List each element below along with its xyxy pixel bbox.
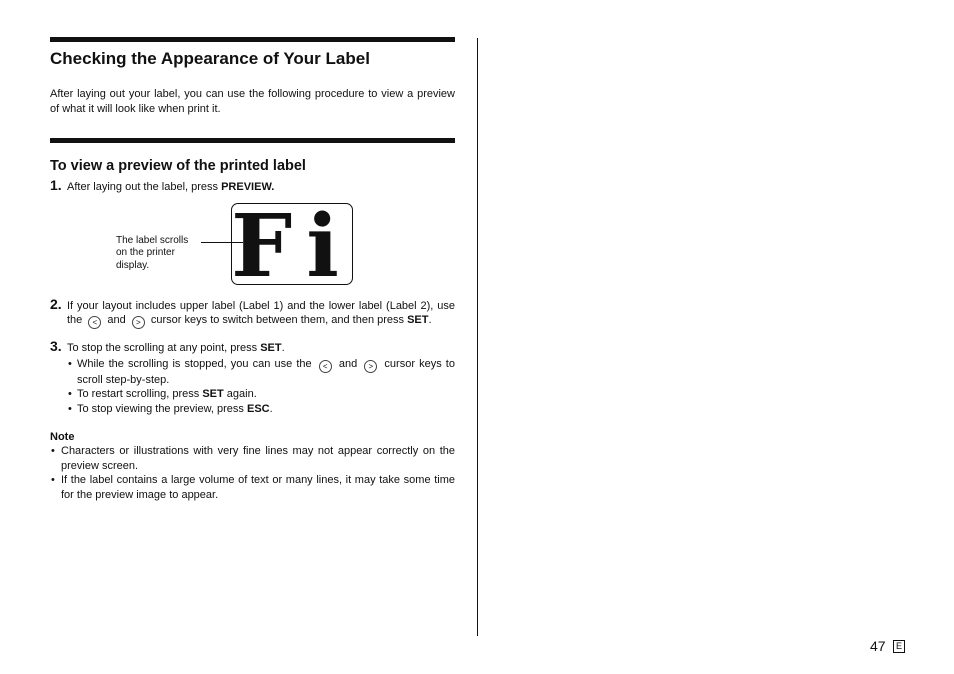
step-2 — [50, 295, 455, 330]
step-text: After laying out the label, press — [67, 181, 222, 193]
language-mark: E — [893, 640, 905, 653]
intro-paragraph: After laying out your label, you can use the following procedure to view a preview of what it will look like when print it. — [50, 88, 455, 115]
bullet-text: again. — [223, 388, 257, 400]
figure-callout: The label scrolls on the printer display. — [116, 234, 189, 271]
note-item: • Characters or illustrations with very fine lines may not appear correctly on the preview screen. — [50, 444, 455, 473]
step-3 — [50, 338, 455, 356]
note-title: Note — [50, 431, 75, 443]
step-text-part: . — [428, 314, 432, 326]
note-item: • If the label contains a large volume of text or many lines, it may take some time for the preview image to appear. — [50, 473, 455, 502]
step-1 — [50, 177, 455, 195]
display-pixel-font — [232, 204, 352, 284]
procedure-title: To view a preview of the printed label — [50, 158, 306, 174]
bullet-text: and — [338, 357, 358, 370]
bullet-text: . — [269, 402, 273, 415]
section-rule — [50, 37, 455, 42]
right-arrow-key-icon: > — [364, 360, 377, 373]
step-text: To stop the scrolling at any point, press — [67, 342, 261, 354]
set-key-label: SET — [202, 388, 224, 400]
step-number: 1. — [50, 177, 62, 193]
step-text-part: If your layout includes upper label (Label 1) and the lower label (Label 2), use the — [67, 299, 455, 326]
printer-display-icon — [231, 203, 353, 285]
procedure-rule — [50, 138, 455, 143]
page-number: 47 — [870, 638, 886, 654]
preview-figure — [50, 203, 455, 293]
step-text-part: . — [281, 342, 285, 354]
preview-key-label: PREVIEW. — [221, 181, 275, 193]
list-item — [50, 402, 455, 417]
list-item — [50, 387, 455, 402]
section-title: Checking the Appearance of Your Label — [50, 49, 370, 68]
set-key-label: SET — [407, 314, 429, 326]
left-arrow-key-icon: < — [319, 360, 332, 373]
list-item — [50, 357, 455, 388]
bullet-text: To stop viewing the preview, press — [77, 402, 247, 415]
esc-key-label: ESC — [246, 402, 270, 415]
column-divider — [477, 38, 478, 636]
bullet-text: To restart scrolling, press — [77, 388, 203, 400]
bullet-text: While the scrolling is stopped, you can use the — [77, 357, 312, 370]
right-arrow-key-icon: > — [132, 316, 145, 329]
display-text: Fi — [232, 203, 352, 284]
step-text-part: cursor keys to switch between them, and then press — [150, 314, 405, 326]
set-key-label: SET — [260, 342, 282, 354]
step-text — [67, 300, 455, 327]
bullet-text: cursor keys to scroll step-by-step. — [77, 357, 455, 386]
page-column — [50, 37, 455, 502]
step-number: 2. — [50, 295, 62, 312]
left-arrow-key-icon: < — [88, 316, 101, 329]
step-number: 3. — [50, 338, 62, 354]
step-text-part: and — [107, 314, 126, 326]
